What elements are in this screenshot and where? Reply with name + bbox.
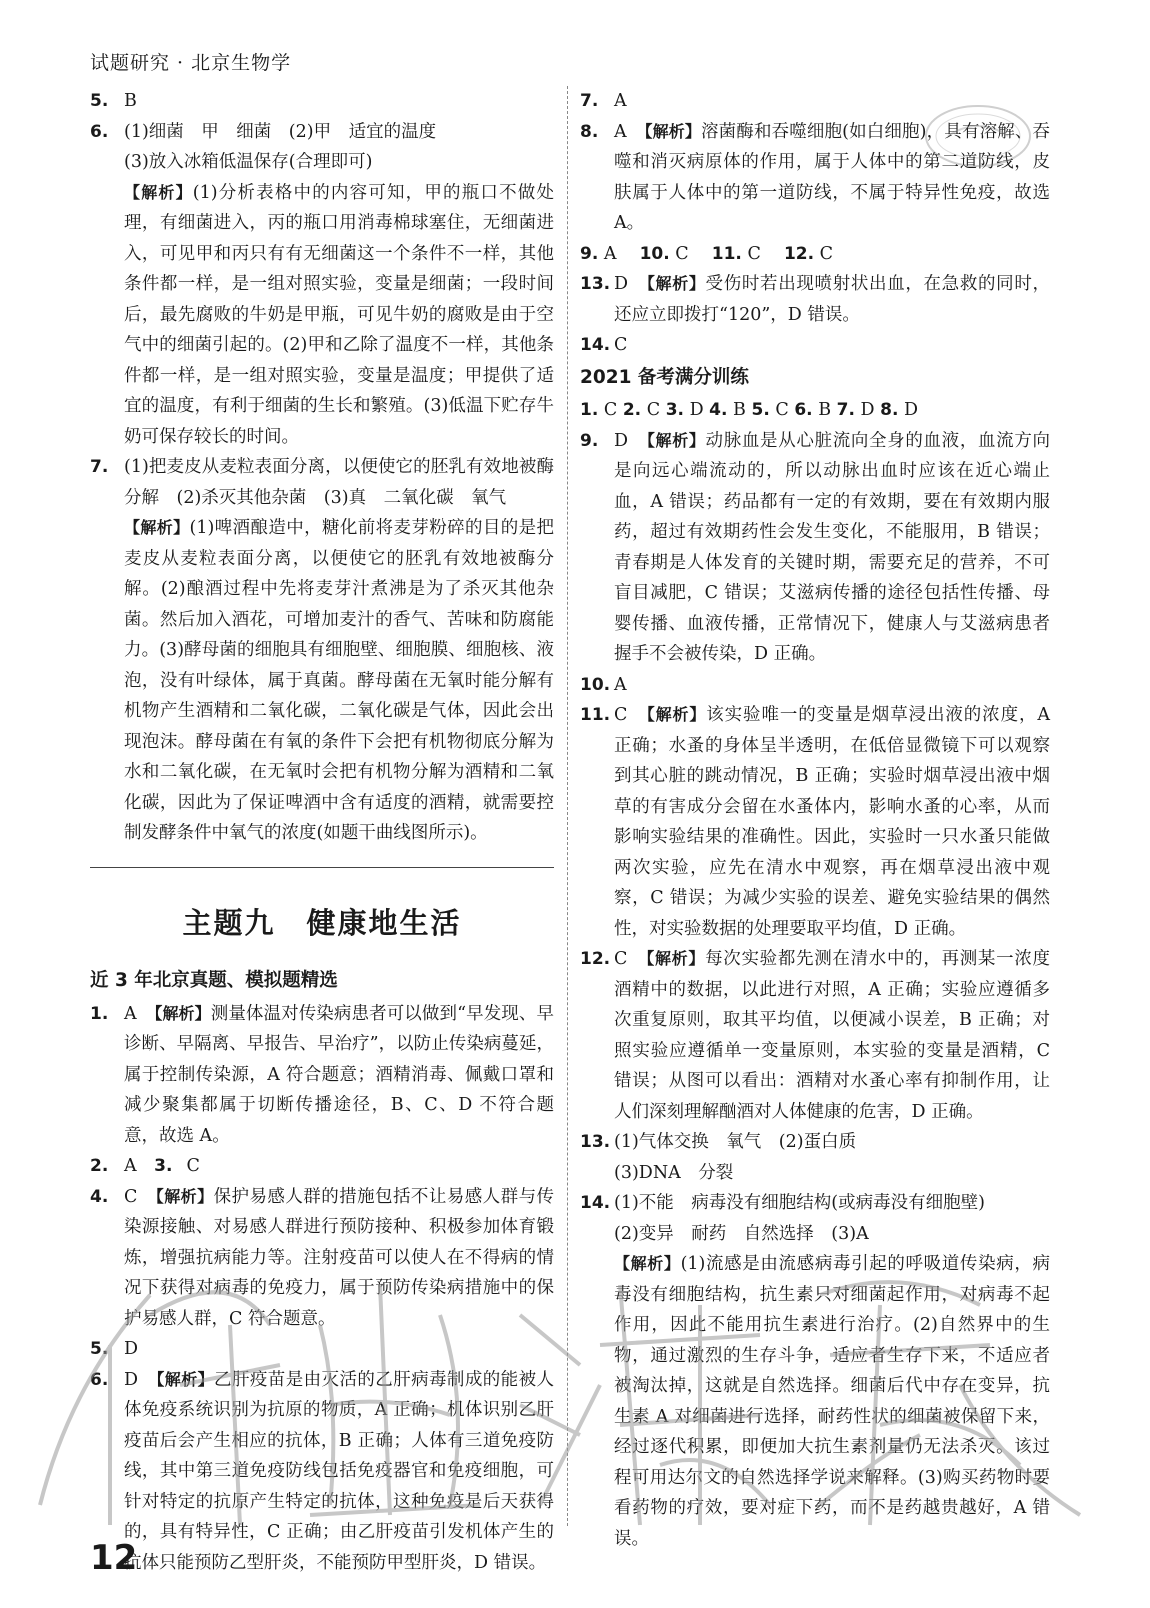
answer-item: 6. D 【解析】乙肝疫苗是由灭活的乙肝病毒制成的能被人体免疫系统识别为抗原的物质，A 正确；机体识别乙肝疫苗后会产生相应的抗体，B 正确；人体有三道免疫防线，其中第三道免疫防线包括免疫器官和免疫细胞，可针对特定的抗原产生特定的抗体，这种免疫是后天获得的，具有特异性，C 正确；由乙肝疫苗引发机体产生的抗体只能预防乙型肝炎，不能预防甲型肝炎，D 错误。 bbox=[90, 1369, 555, 1573]
subsection-heading: 近 3 年北京真题、模拟题精选 bbox=[90, 970, 338, 991]
answer-item: 8. A 【解析】溶菌酶和吞噬细胞(如白细胞)，具有溶解、吞噬和消灭病原体的作用，属于人体中的第二道防线，皮肤属于人体中的第一道防线，不属于特异性免疫，故选 A。 bbox=[580, 121, 1051, 233]
answer-item: 13. D 【解析】受伤时若出现喷射状出血，在急救的同时，还应立即拨打“120”，D 错误。 bbox=[580, 274, 1051, 325]
answer-item: 5. B bbox=[90, 91, 137, 111]
answer-item: 14. C bbox=[580, 335, 628, 355]
left-column bbox=[90, 86, 554, 1578]
analysis-text: 【解析】(1)分析表格中的内容可知，甲的瓶口不做处理，有细菌进入，丙的瓶口用消毒棉球塞住，无细菌进入，可见甲和丙只有有无细菌这一个条件不一样，其他条件都一样，是一组对照实验，变量是细菌；一段时间后，最先腐败的牛奶是甲瓶，可见牛奶的腐败是由于空气中的细菌引起的。(2)甲和乙除了温度不一样，其他条件都一样，是一组对照实验，变量是温度；甲提供了适宜的温度，有利于细菌的生长和繁殖。(3)低温下贮存牛奶可保存较长的时间。 bbox=[124, 182, 554, 447]
answer-item: 6. (1)细菌 甲 细菌 (2)甲 适宜的温度 (3)放入冰箱低温保存(合理即可) 【解析】(1)分析表格中的内容可知，甲的瓶口不做处理，有细菌进入，丙的瓶口用消毒棉球塞住，无细菌进入，可见甲和丙只有有无细菌这一个条件不一样，其他条件都一样，是一组对照实验，变量是细菌；一段时间后，最先腐败的牛奶是甲瓶，可见牛奶的腐败是由于空气中的细菌引起的。(2)甲和乙除了温度不一样，其他条件都一样，是一组对照实验，变量是温度；甲提供了适宜的温度，有利于细菌的生长和繁殖。(3)低温下贮存牛奶可保存较长的时间。 bbox=[90, 117, 554, 453]
answer-item: 2. A 3. C bbox=[90, 1156, 200, 1176]
answer-item: 1. A 【解析】测量体温对传染病患者可以做到“早发现、早诊断、早隔离、早报告、早治疗”，以防止传染病蔓延，属于控制传染源，A 符合题意；酒精消毒、佩戴口罩和减少聚集都属于切断传播途径，B、C、D 不符合题意，故选 A。 bbox=[90, 1003, 554, 1146]
analysis-text: 【解析】(1)啤酒酿造中，糖化前将麦芽粉碎的目的是把麦皮从麦粒表面分离，以便使它的胚乳有效地被酶分解。(2)酿酒过程中先将麦芽汁煮沸是为了杀灭其他杂菌。然后加入酒花，可增加麦汁的香气、苦味和防腐能力。(3)酵母菌的细胞具有细胞壁、细胞膜、细胞核、液泡，没有叶绿体，属于真菌。酵母菌在无氧时能分解有机物产生酒精和二氧化碳，二氧化碳是气体，因此会出现泡沫。酵母菌在有氧的条件下会把有机物彻底分解为水和二氧化碳，在无氧时会把有机物分解为酒精和二氧化碳，因此为了保证啤酒中含有适度的酒精，就需要控制发酵条件中氧气的浓度(如题干曲线图所示)。 bbox=[124, 518, 554, 843]
answer-item: 10. A bbox=[580, 674, 627, 695]
multi-answer-line: 9. A 10. C 11. C 12. C bbox=[580, 243, 834, 264]
multi-answer-line: 1. C 2. C 3. D 4. B 5. C 6. B 7. D 8. D bbox=[580, 400, 919, 420]
answer-item: 5. D bbox=[90, 1339, 139, 1359]
column-divider bbox=[567, 86, 568, 1526]
answer-item: 11. C 【解析】该实验唯一的变量是烟草浸出液的浓度，A 正确；水蚤的身体呈半透明，在低倍显微镜下可以观察到其心脏的跳动情况，B 正确；实验时烟草浸出液中烟草的有害成分会留在水蚤体内，影响水蚤的心率，从而影响实验结果的准确性。因此，实验时一只水蚤只能做两次实验，应先在清水中观察，再在烟草浸出液中观察，C 错误；为减少实验的误差、避免实验结果的偶然性，对实验数据的处理要取平均值，D 正确。 bbox=[580, 705, 1050, 939]
answer-item: 4. C 【解析】保护易感人群的措施包括不让易感人群与传染源接触、对易感人群进行预防接种、积极参加体育锻炼，增强抗病能力等。注射疫苗可以使人在不得病的情况下获得对病毒的免疫力，属于预防传染病措施中的保护易感人群，C 符合题意。 bbox=[90, 1186, 555, 1329]
section-title: 主题九 健康地生活 bbox=[182, 905, 462, 940]
answer-item: 7. (1)把麦皮从麦粒表面分离，以便使它的胚乳有效地被酶分解 (2)杀灭其他杂菌 (3)真 二氧化碳 氧气 【解析】(1)啤酒酿造中，糖化前将麦芽粉碎的目的是把麦皮从麦粒表面分离，以便使它的胚乳有效地被酶分解。(2)酿酒过程中先将麦芽汁煮沸是为了杀灭其他杂菌。然后加入酒花，可增加麦汁的香气、苦味和防腐能力。(3)酵母菌的细胞具有细胞壁、细胞膜、细胞核、液泡，没有叶绿体，属于真菌。酵母菌在无氧时能分解有机物产生酒精和二氧化碳，二氧化碳是气体，因此会出现泡沫。酵母菌在有氧的条件下会把有机物彻底分解为水和二氧化碳，在无氧时会把有机物分解为酒精和二氧化碳，因此为了保证啤酒中含有适度的酒精，就需要控制发酵条件中氧气的浓度(如题干曲线图所示)。 bbox=[90, 452, 554, 849]
answer-item: 7. A bbox=[580, 91, 627, 111]
running-header: 试题研究 · 北京生物学 bbox=[90, 52, 292, 74]
answer-item: 9. D 【解析】动脉血是从心脏流向全身的血液，血流方向是向远心端流动的，所以动脉出血时应该在近心端止血，A 错误；药品都有一定的有效期，要在有效期内服药，超过有效期药性会发生变化，不能服用，B 错误；青春期是人体发育的关键时期，需要充足的营养，不可盲目减肥，C 错误；艾滋病传播的途径包括性传播、母婴传播、血液传播，正常情况下，健康人与艾滋病患者握手不会被传染，D 正确。 bbox=[580, 430, 1051, 664]
answer-item: 12. C 【解析】每次实验都先测在清水中的，再测某一浓度酒精中的数据，以此进行对照，A 正确；实验应遵循多次重复原则，取其平均值，以便减小误差，B 正确；对照实验应遵循单一变量原则，本实验的变量是酒精，C 错误；从图可以看出：酒精对水蚤心率有抑制作用，让人们深刻理解酗酒对人体健康的危害，D 正确。 bbox=[580, 949, 1051, 1122]
page-number: 12 bbox=[90, 1538, 138, 1578]
right-column bbox=[580, 86, 1050, 1554]
section-rule bbox=[90, 867, 554, 868]
stamp-icon bbox=[918, 96, 1038, 176]
analysis-text: 【解析】(1)流感是由流感病毒引起的呼吸道传染病，病毒没有细胞结构，抗生素只对细菌起作用，对病毒不起作用，因此不能用抗生素进行治疗。(2)自然界中的生物，通过激烈的生存斗争，适应者生存下来，不适应者被淘汰掉，这就是自然选择。细菌后代中存在变异，抗生素 A 对细菌进行选择，耐药性状的细菌被保留下来，经过逐代积累，即便加大抗生素剂量仍无法杀灭。该过程可用达尔文的自然选择学说来解释。(3)购买药物时要看药物的疗效，要对症下药，而不是药越贵越好，A 错误。 bbox=[614, 1254, 1050, 1549]
answer-item: 14. (1)不能 病毒没有细胞结构(或病毒没有细胞壁) (2)变异 耐药 自然选择 (3)A 【解析】(1)流感是由流感病毒引起的呼吸道传染病，病毒没有细胞结构，抗生素只对细菌起作用，对病毒不起作用，因此不能用抗生素进行治疗。(2)自然界中的生物，通过激烈的生存斗争，适应者生存下来，不适应者被淘汰掉，这就是自然选择。细菌后代中存在变异，抗生素 A 对细菌进行选择，耐药性状的细菌被保留下来，经过逐代积累，即便加大抗生素剂量仍无法杀灭。该过程可用达尔文的自然选择学说来解释。(3)购买药物时要看药物的疗效，要对症下药，而不是药越贵越好，A 错误。 bbox=[580, 1188, 1050, 1554]
subsection-heading: 2021 备考满分训练 bbox=[580, 366, 749, 388]
answer-item: 13. (1)气体交换 氧气 (2)蛋白质 (3)DNA 分裂 bbox=[580, 1132, 857, 1183]
